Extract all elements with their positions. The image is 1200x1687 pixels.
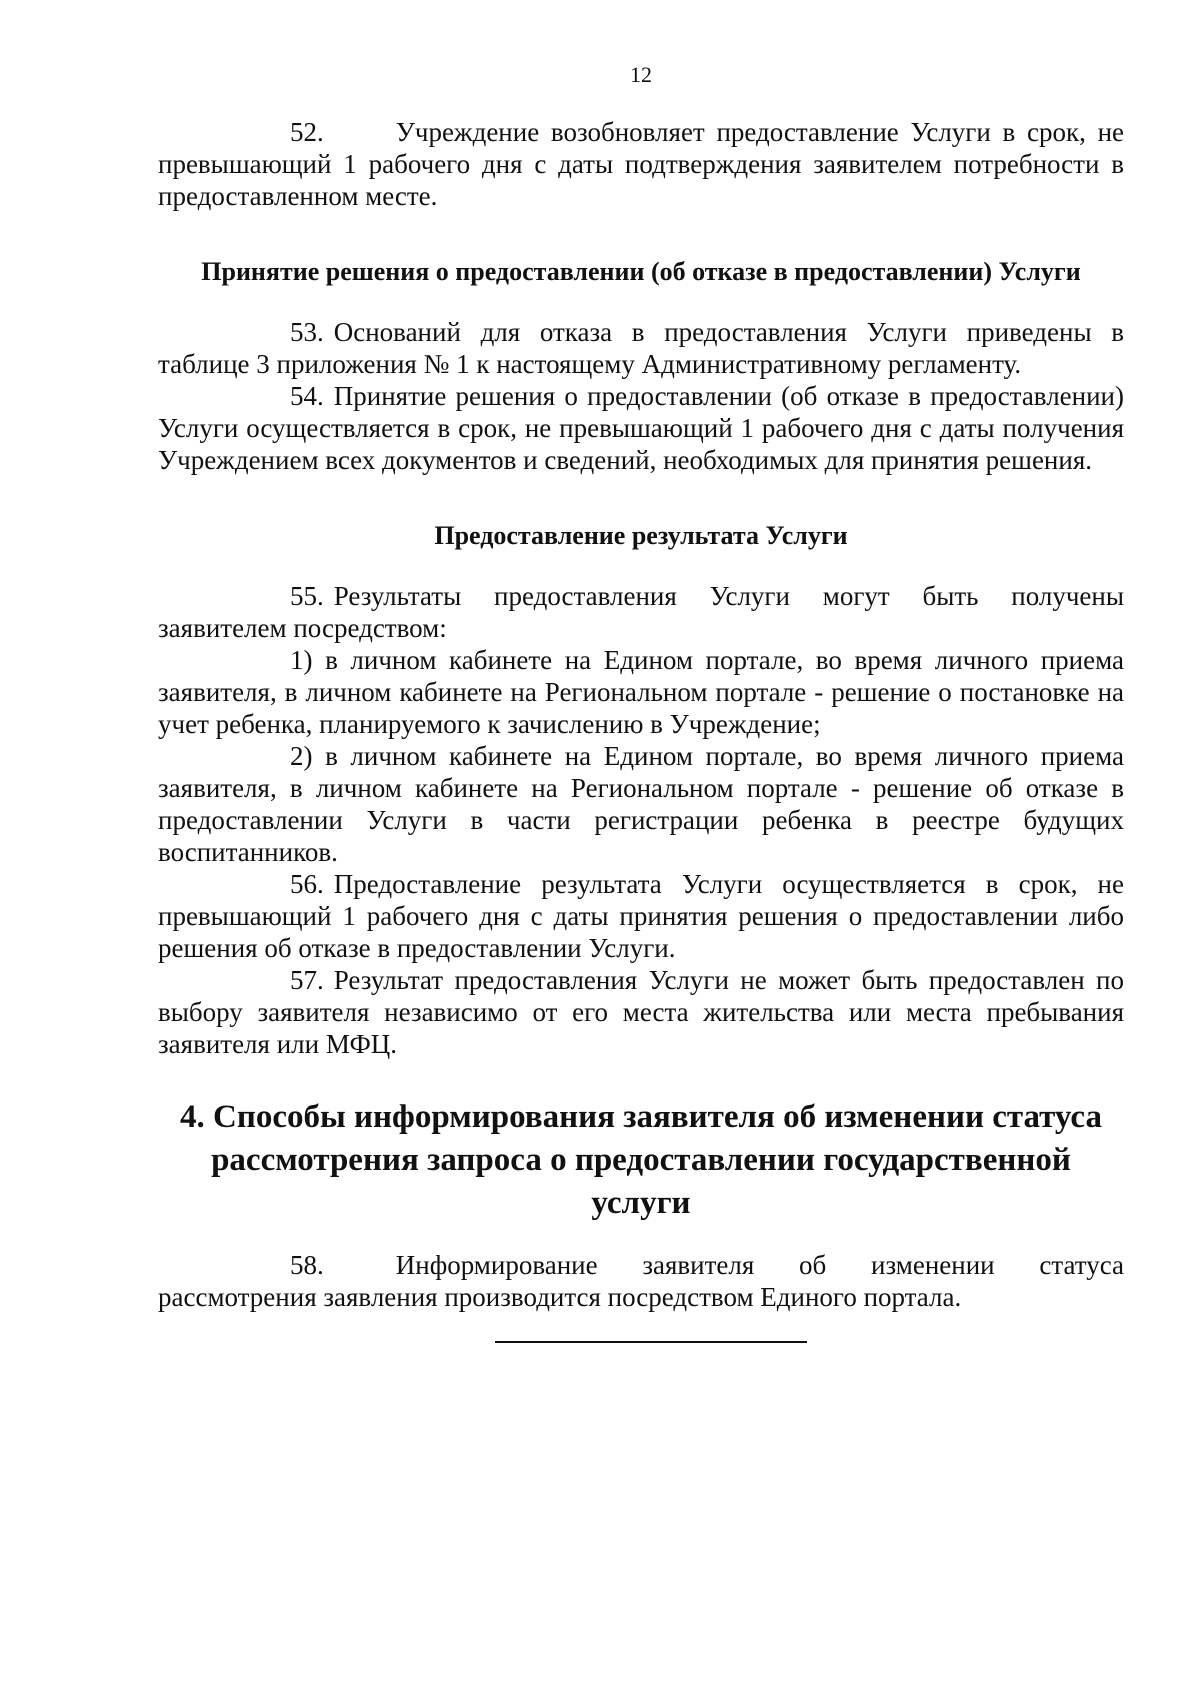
paragraph-58 [158, 1249, 1124, 1313]
list-item-text: в личном кабинете на Едином портале, во время личного приема заявителя, в личном кабинете на Региональном портале - решение о постановке на учет ребенка, планируемого к зачислению в Учреждение; [158, 645, 1124, 739]
paragraph-53 [158, 316, 1124, 380]
paragraph-55-item-1 [158, 644, 1124, 740]
list-item-number: 1) [290, 645, 313, 675]
paragraph-number: 55. [290, 581, 324, 611]
paragraph-52 [158, 116, 1124, 212]
section-4-heading: 4. Способы информирования заявителя об изменении статуса рассмотрения запроса о предоставлении государственной услуги [180, 1099, 1102, 1221]
paragraph-54 [158, 380, 1124, 476]
paragraph-number: 57. [290, 965, 324, 995]
paragraph-55 [158, 580, 1124, 644]
paragraph-56 [158, 868, 1124, 964]
list-item-text: в личном кабинете на Едином портале, во время личного приема заявителя, в личном кабинете на Региональном портале - решение об отказе в предоставлении Услуги в части регистрации ребенка в реестре будущих воспитанников. [158, 741, 1124, 867]
paragraph-text: Принятие решения о предоставлении (об отказе в предоставлении) Услуги осуществляется в срок, не превышающий 1 рабочего дня с даты получения Учреждением всех документов и сведений, необходимых для принятия решения. [158, 381, 1124, 475]
paragraph-55-item-2 [158, 740, 1124, 868]
paragraph-57 [158, 964, 1124, 1060]
paragraph-number: 53. [290, 317, 324, 347]
paragraph-text: Результаты предоставления Услуги могут быть получены заявителем посредством: [158, 581, 1124, 643]
paragraph-text: Результат предоставления Услуги не может быть предоставлен по выбору заявителя независимо от его места жительства или места пребывания заявителя или МФЦ. [158, 965, 1124, 1059]
document-body [158, 116, 1124, 1343]
list-item-number: 2) [290, 741, 313, 771]
heading-result: Предоставление результата Услуги [434, 521, 848, 550]
paragraph-number: 52. [290, 117, 324, 147]
paragraph-number: 58. [290, 1250, 324, 1280]
paragraph-text: Оснований для отказа в предоставления Услуги приведены в таблице 3 приложения № 1 к настоящему Административному регламенту. [158, 317, 1124, 379]
paragraph-number: 56. [290, 869, 324, 899]
paragraph-text: Учреждение возобновляет предоставление Услуги в срок, не превышающий 1 рабочего дня с даты подтверждения заявителем потребности в предоставленном месте. [158, 117, 1124, 211]
end-divider [495, 1341, 807, 1343]
paragraph-number: 54. [290, 381, 324, 411]
paragraph-text: Информирование заявителя об изменении статуса рассмотрения заявления производится посредством Единого портала. [158, 1250, 1124, 1312]
page-number: 12 [630, 62, 652, 87]
paragraph-text: Предоставление результата Услуги осуществляется в срок, не превышающий 1 рабочего дня с даты принятия решения о предоставлении либо решения об отказе в предоставлении Услуги. [158, 869, 1124, 963]
heading-decision: Принятие решения о предоставлении (об отказе в предоставлении) Услуги [201, 257, 1081, 286]
